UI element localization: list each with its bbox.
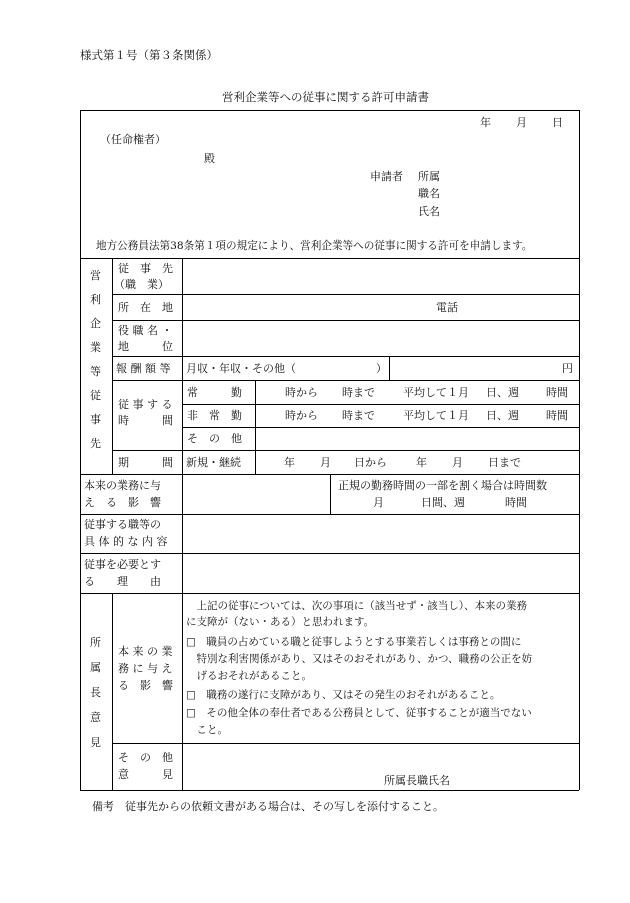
opinion-line: □ その他全体の奉仕者である公務員として、従事することが適当でない <box>186 707 532 719</box>
irregular-label: 非 常 勤 <box>187 409 242 422</box>
statement: 地方公務員法第38条第１項の規定により、営利企業等への従事に関する許可を申請します。 <box>96 240 533 252</box>
opinion-impact-label-1: 本 来 の 業 <box>118 645 173 658</box>
irregular-until: 時まで <box>342 409 375 422</box>
regular-from: 時から <box>285 386 318 399</box>
date-year: 年 <box>480 116 491 129</box>
impact-label-2: え る 影 響 <box>84 496 161 509</box>
employer-side-char: 営 <box>90 269 101 282</box>
employer-side-char: 等 <box>90 365 101 378</box>
opinion-impact-label-2: 務 に 与 え <box>118 662 173 675</box>
phone-label: 電話 <box>436 301 458 314</box>
period-to-month: 月 <box>452 456 463 469</box>
employer-side-char: 先 <box>90 437 101 450</box>
period-to-year: 年 <box>416 456 427 469</box>
employer-side-char: 事 <box>90 413 101 426</box>
appointer-label: （任命権者） <box>100 133 166 146</box>
pay-label: 報 酬 額 等 <box>116 362 171 375</box>
irregular-from: 時から <box>285 409 318 422</box>
impact-label-1: 本来の業務に与 <box>84 479 161 492</box>
opinion-side-char: 属 <box>90 661 101 674</box>
location-label: 所 在 地 <box>118 301 173 314</box>
new-continue: 新規・継続 <box>186 456 241 469</box>
title-label-2: 地 位 <box>118 340 173 353</box>
hours-label-2: 時 間 <box>118 414 173 427</box>
reason-label-2: る 理 由 <box>84 575 161 588</box>
pay-options: 月収・年収・その他（ <box>186 362 296 375</box>
form-number: 様式第１号（第３条関係） <box>80 48 218 62</box>
period-from-day: 日から <box>354 456 387 469</box>
other-hours-label: そ の 他 <box>187 432 242 445</box>
regular-until: 時まで <box>342 386 375 399</box>
title-label-1: 役 職 名 ・ <box>118 324 173 337</box>
applicant-label: 申請者 <box>370 170 403 183</box>
irregular-hours-unit: 時間 <box>546 409 568 422</box>
impact-note: 正規の勤務時間の一部を割く場合は時間数 <box>338 479 547 492</box>
duties-label-2: 具 体 的 な 内 容 <box>84 535 168 548</box>
employer-side-char: 企 <box>90 317 101 330</box>
regular-label: 常 勤 <box>187 386 242 399</box>
period-from-year: 年 <box>284 456 295 469</box>
document-title: 営利企業等への従事に関する許可申請書 <box>222 90 429 104</box>
opinion-line: げるおそれがあること。 <box>186 670 312 682</box>
employer-side-char: 利 <box>90 293 101 306</box>
period-label: 期 間 <box>118 456 173 469</box>
footnote: 備考 従事先からの依頼文書がある場合は、その写しを添付すること。 <box>92 800 444 813</box>
applicant-name: 氏名 <box>418 205 440 218</box>
opinion-side-char: 意 <box>90 711 101 724</box>
regular-hours-unit: 時間 <box>546 386 568 399</box>
opinion-line: 特別な利害関係があり、又はそのおそれがあり、かつ、職務の公正を妨 <box>186 653 533 665</box>
opinion-side-char: 見 <box>90 736 101 749</box>
period-to-day: 日まで <box>488 456 521 469</box>
other-opinion-label-1: そ の 他 <box>118 751 173 764</box>
regular-average: 平均して１月 <box>403 386 469 399</box>
opinion-impact-label-3: る 影 響 <box>118 679 173 692</box>
period-from-month: 月 <box>320 456 331 469</box>
opinion-line: こと。 <box>186 724 228 736</box>
employer-side-char: 従 <box>90 389 101 402</box>
applicant-affiliation: 所属 <box>418 170 440 183</box>
other-opinion-label-2: 意 見 <box>118 768 173 781</box>
date-day: 日 <box>552 116 563 129</box>
employer-side-char: 業 <box>90 341 101 354</box>
applicant-position: 職名 <box>418 187 440 200</box>
pay-unit: 円 <box>562 362 573 375</box>
regular-day-week: 日、週 <box>486 386 519 399</box>
impact-note-hours: 時間 <box>505 496 527 509</box>
date-month: 月 <box>516 116 527 129</box>
opinion-line: 上記の従事については、次の事項に（該当せず・該当し）、本来の業務 <box>186 600 528 612</box>
opinion-line: に支障が（ない・ある）と思われます。 <box>186 616 375 628</box>
reason-label-1: 従事を必要とす <box>84 558 161 571</box>
opinion-side-char: 長 <box>90 686 101 699</box>
pay-close: ） <box>376 362 387 375</box>
opinion-line: □ 職員の占めている職と従事しようとする事業若しくは事務との間に <box>186 636 522 648</box>
impact-note-days: 日間、週 <box>421 496 465 509</box>
employer-label: 従 事 先 <box>118 262 173 275</box>
hours-label-1: 従 事 す る <box>118 398 173 411</box>
opinion-side-char: 所 <box>90 636 101 649</box>
irregular-day-week: 日、週 <box>486 409 519 422</box>
occupation-label: （職 業） <box>114 278 169 291</box>
honorific: 殿 <box>204 152 215 165</box>
irregular-average: 平均して１月 <box>403 409 469 422</box>
opinion-line: □ 職務の遂行に支障があり、又はその発生のおそれがあること。 <box>186 689 501 701</box>
impact-note-month: 月 <box>373 496 384 509</box>
signer-label: 所属長職氏名 <box>384 774 450 787</box>
duties-label-1: 従事する職等の <box>84 518 161 531</box>
